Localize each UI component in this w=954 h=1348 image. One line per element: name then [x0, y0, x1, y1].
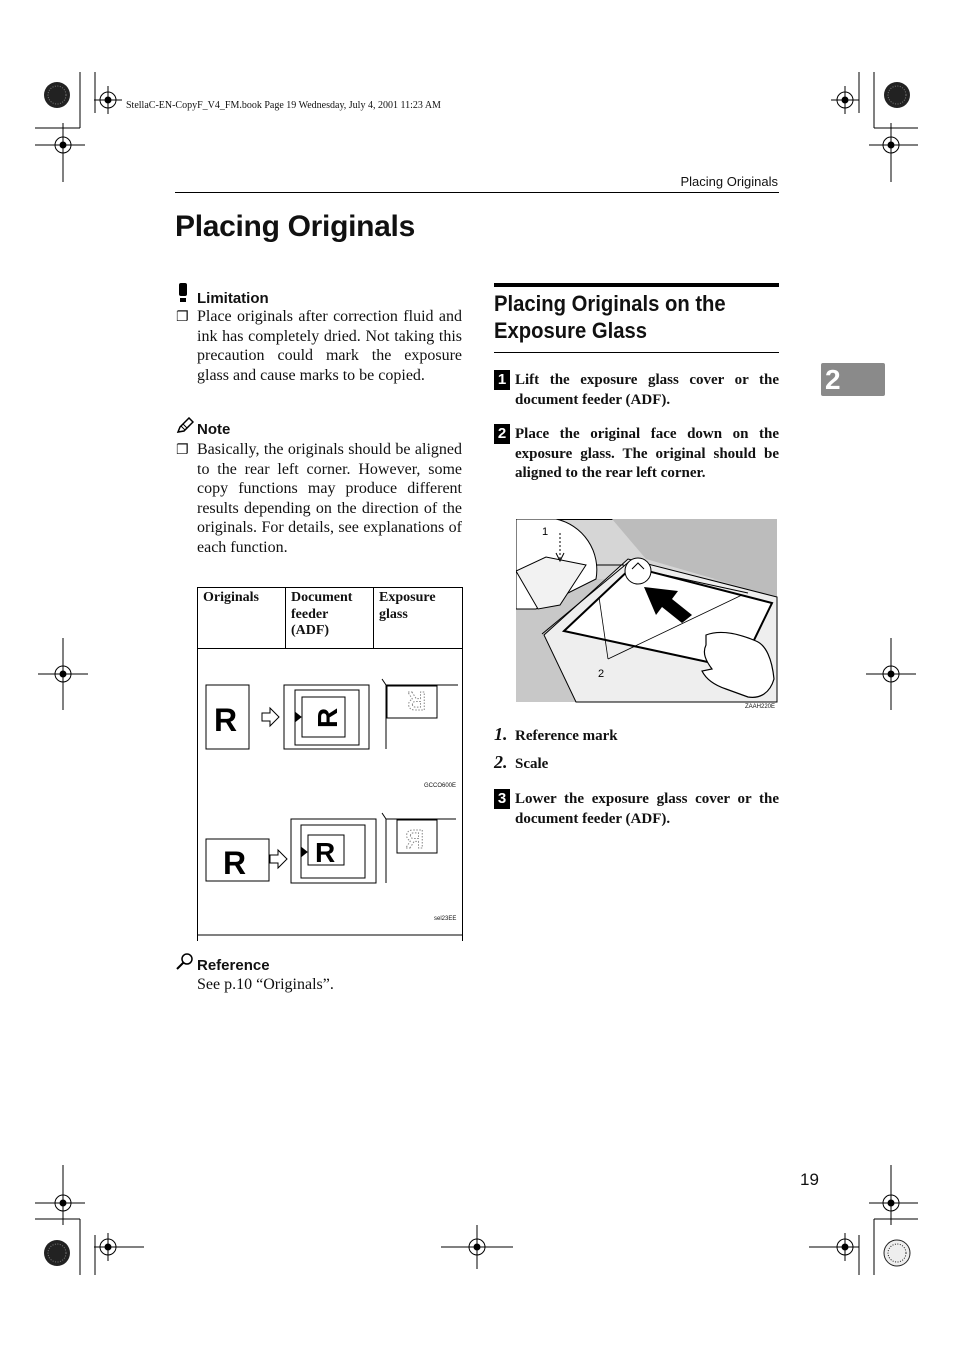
- limitation-item: ❐ Place originals after correction fluid and ink has completely dried. Not taking this precaution could mark the exposure glass and cause marks to be copied.: [176, 308, 462, 384]
- section-bottom-rule: [494, 352, 779, 353]
- page-number: 19: [800, 1170, 819, 1189]
- header-originals: Originals: [203, 590, 260, 605]
- glyph-r-original: R: [214, 702, 238, 738]
- step-1: 1 Lift the exposure glass cover or the document feeder (ADF).: [494, 371, 779, 410]
- checkbox-bullet-icon: ❐: [176, 442, 189, 458]
- section-top-rule: [494, 283, 779, 287]
- glyph-r-original-2: R: [223, 845, 247, 881]
- note-item: ❐ Basically, the originals should be aligned to the rear left corner. However, some copy functions may produce different results depending on the direction of the originals. For details, see explanations of each function.: [176, 441, 462, 556]
- table-header-row: [198, 588, 462, 649]
- chapter-tab: 2: [821, 363, 885, 396]
- reference-heading: Reference: [176, 952, 270, 975]
- page-title: Placing Originals: [175, 210, 415, 243]
- header-adf: Document feeder (ADF): [291, 590, 353, 638]
- magnifier-icon: [176, 952, 194, 975]
- step-number: 3: [494, 789, 510, 809]
- header-rule: [175, 192, 779, 193]
- limitation-heading: Limitation: [176, 283, 269, 308]
- exposure-glass-illustration: [516, 519, 778, 703]
- exclamation-icon: [176, 283, 194, 308]
- glyph-r-adf-2: R: [315, 837, 336, 868]
- note-heading: Note: [176, 417, 230, 439]
- running-head: Placing Originals: [680, 174, 778, 189]
- figure-callout-2: 2: [598, 668, 605, 680]
- figure-code-3: ZAAH220E: [745, 704, 776, 710]
- step-number: 1: [494, 370, 510, 390]
- glyph-r-glass-2: R: [405, 824, 424, 854]
- file-info: StellaC-EN-CopyF_V4_FM.book Page 19 Wednesday, July 4, 2001 11:23 AM: [126, 100, 441, 111]
- step-3: 3 Lower the exposure glass cover or the document feeder (ADF).: [494, 790, 779, 829]
- figure-code-2: sel23EE: [434, 916, 457, 922]
- reference-text: See p.10 “Originals”.: [197, 976, 334, 993]
- figure-item-2: 2. Scale: [494, 752, 549, 772]
- orientation-table: [197, 587, 463, 941]
- header-exposure-glass: Exposure glass: [379, 590, 436, 622]
- pencil-icon: [176, 417, 194, 439]
- figure-code-1: GCCO600E: [424, 783, 457, 789]
- step-number: 2: [494, 424, 510, 444]
- glyph-r-adf: R: [312, 707, 343, 728]
- section-title: Placing Originals on the Exposure Glass: [494, 291, 726, 343]
- glyph-r-glass: R: [407, 686, 426, 716]
- orientation-illustration: [198, 649, 462, 941]
- figure-callout-1: 1: [542, 526, 549, 538]
- figure-item-1: 1. Reference mark: [494, 724, 618, 744]
- checkbox-bullet-icon: ❐: [176, 309, 189, 325]
- step-2: 2 Place the original face down on the exposure glass. The original should be aligned to the rear left corner.: [494, 425, 779, 484]
